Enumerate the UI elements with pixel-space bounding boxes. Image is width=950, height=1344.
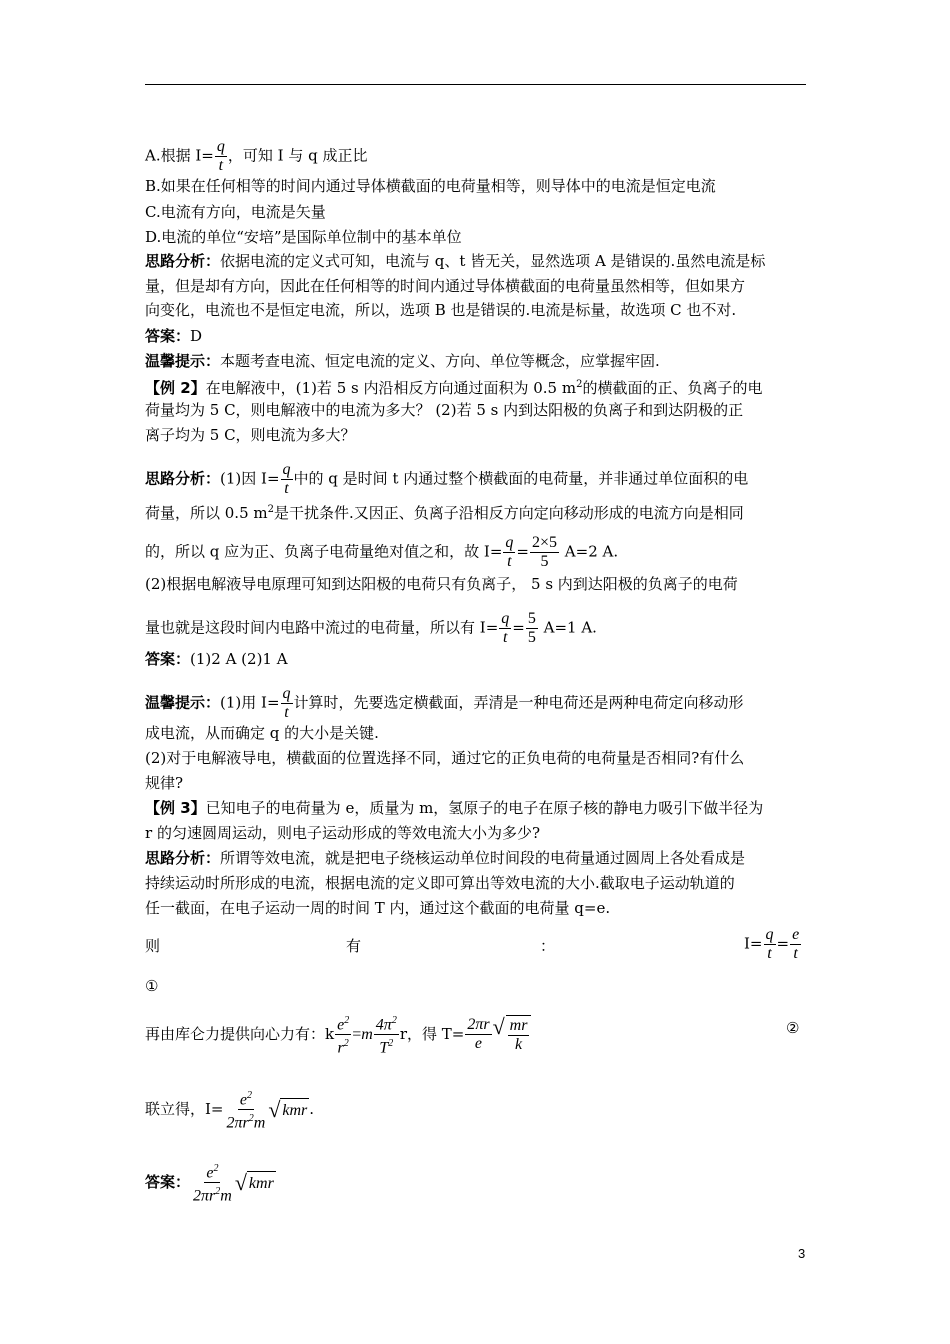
option-c: C.电流有方向，电流是矢量 bbox=[145, 203, 326, 221]
equation-marker-1: ① bbox=[145, 977, 159, 995]
example2-line3: 离子均为 5 C，则电流为多大？ bbox=[145, 426, 356, 444]
coulomb-equation: 再由库仑力提供向心力有：k $\frac{e^2}{r^2}$ =m $\frac{4\pi^2}{T^2}$ r，得 T= $\frac{2\pi r}{e}$ √ $\frac{mr}{k}$ bbox=[145, 1012, 532, 1058]
analysis1-line1: 思路分析：依据电流的定义式可知，电流与 q、t 皆无关，显然选项 A 是错误的.虽然电流是标 bbox=[145, 252, 766, 270]
analysis2-line3: 的，所以 q 应为正、负离子电荷量绝对值之和，故 I= $\frac{q}{t}$ = $\frac{2\times 5}{5}$ A=2 A. bbox=[145, 534, 619, 570]
option-b: B.如果在任何相等的时间内通过导体横截面的电荷量相等，则导体中的电流是恒定电流 bbox=[145, 177, 716, 195]
equation-marker-2: ② bbox=[786, 1019, 800, 1037]
analysis2-line4: (2)根据电解液导电原理可知到达阳极的电荷只有负离子， 5 s 内到达阳极的负离子的电荷 bbox=[145, 575, 738, 593]
example3-line2: r 的匀速圆周运动，则电子运动形成的等效电流大小为多少? bbox=[145, 824, 540, 842]
current-formula-1: I= $\frac{q}{t}$ = $\frac{e}{t}$ bbox=[744, 926, 800, 962]
answer1: 答案：D bbox=[145, 327, 203, 345]
example2-line1: 【例 2】在电解液中，(1)若 5 s 内沿相反方向通过面积为 0.5 $m^2$的横截面的正、负离子的电 bbox=[145, 379, 763, 397]
then-colon: ： bbox=[540, 937, 556, 955]
tip2-line1: 温馨提示：(1)用 I= $\frac{q}{t}$ 计算时，先要选定横截面，弄清是一种电荷还是两种电荷定向移动形 bbox=[145, 685, 744, 721]
then-word-1: 则 bbox=[145, 937, 161, 955]
option-a: A.根据 I= $\frac{q}{t}$ ，可知 I 与 q 成正比 bbox=[145, 138, 368, 174]
analysis2-line1: 思路分析：(1)因 I= $\frac{q}{t}$ 中的 q 是时间 t 内通过整个横截面的电荷量，并非通过单位面积的电 bbox=[145, 461, 749, 497]
answer3: 答案： $\frac{e^2}{2\pi r^2m}$ √ kmr bbox=[145, 1160, 276, 1206]
analysis1-line2: 量，但是却有方向，因此在任何相等的时间内通过导体横截面的电荷量虽然相等，但如果方 bbox=[145, 277, 746, 295]
analysis1-line3: 向变化，电流也不是恒定电流，所以，选项 B 也是错误的.电流是标量，故选项 C 也不对. bbox=[145, 301, 737, 319]
combined-result: 联立得，I= $\frac{e^2}{2\pi r^2m}$ √ kmr . bbox=[145, 1087, 314, 1133]
analysis2-line2: 荷量，所以 0.5 $m^2$是干扰条件.又因正、负离子沿相反方向定向移动形成的电流方向是相同 bbox=[145, 504, 744, 522]
tip2-line2: 成电流，从而确定 q 的大小是关键. bbox=[145, 724, 379, 742]
example2-line2: 荷量均为 5 C，则电解液中的电流为多大？ (2)若 5 s 内到达阳极的负离子和到达阴极的正 bbox=[145, 401, 744, 419]
analysis3-line1: 思路分析：所谓等效电流，就是把电子绕核运动单位时间段的电荷量通过圆周上各处看成是 bbox=[145, 849, 746, 867]
header-rule bbox=[145, 84, 806, 85]
option-d: D.电流的单位“安培”是国际单位制中的基本单位 bbox=[145, 228, 462, 246]
page-number: 3 bbox=[798, 1246, 806, 1261]
analysis3-line2: 持续运动时所形成的电流，根据电流的定义即可算出等效电流的大小.截取电子运动轨道的 bbox=[145, 874, 735, 892]
analysis2-line5: 量也就是这段时间内电路中流过的电荷量，所以有 I= $\frac{q}{t}$ = $\frac{5}{5}$ A=1 A. bbox=[145, 610, 597, 646]
analysis3-line3: 任一截面，在电子运动一周的时间 T 内，通过这个截面的电荷量 q=e. bbox=[145, 899, 611, 917]
tip2-line4: 规律? bbox=[145, 774, 184, 792]
tip2-line3: (2)对于电解液导电，横截面的位置选择不同，通过它的正负电荷的电荷量是否相同?有什么 bbox=[145, 749, 745, 767]
example3-line1: 【例 3】已知电子的电荷量为 e，质量为 m，氢原子的电子在原子核的静电力吸引下做半径为 bbox=[145, 799, 764, 817]
tip1: 温馨提示：本题考查电流、恒定电流的定义、方向、单位等概念，应掌握牢固. bbox=[145, 352, 660, 370]
then-word-2: 有 bbox=[346, 937, 362, 955]
answer2: 答案：(1)2 A (2)1 A bbox=[145, 650, 288, 668]
